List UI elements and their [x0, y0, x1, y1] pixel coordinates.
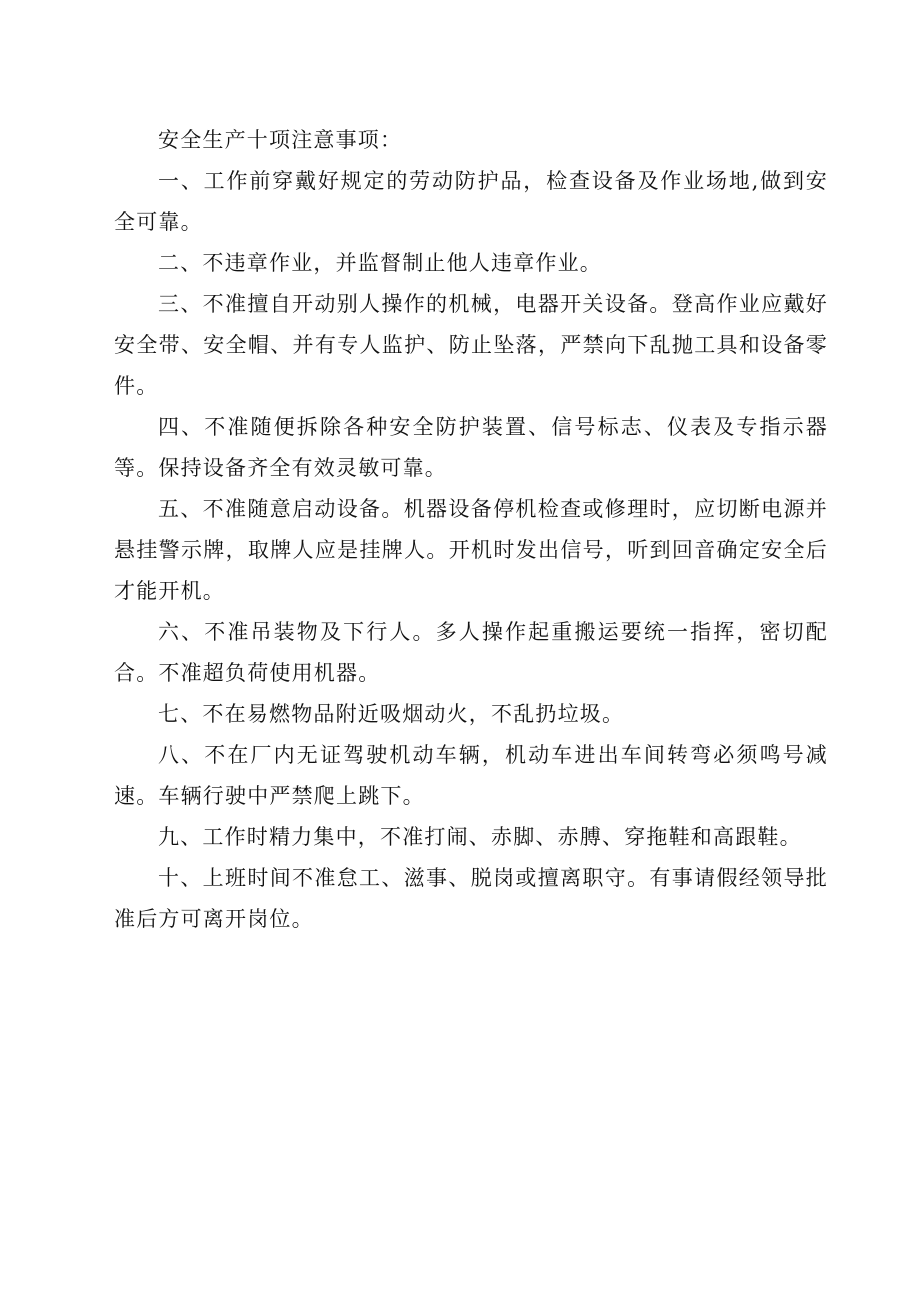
rule-item-5: 五、不准随意启动设备。机器设备停机检查或修理时，应切断电源并悬挂警示牌，取牌人应是挂牌人。开机时发出信号，听到回音确定安全后才能开机。 — [114, 497, 828, 603]
rule-item-10: 十、上班时间不准怠工、滋事、脱岗或擅离职守。有事请假经领导批准后方可离开岗位。 — [114, 866, 828, 931]
rule-item-9: 九、工作时精力集中，不准打闹、赤脚、赤膊、穿拖鞋和高跟鞋。 — [158, 825, 802, 849]
rule-item-7: 七、不在易燃物品附近吸烟动火，不乱扔垃圾。 — [158, 702, 625, 726]
rule-item-2: 二、不违章作业，并监督制止他人违章作业。 — [158, 251, 602, 275]
rule-item-3: 三、不准擅自开动别人操作的机械，电器开关设备。登高作业应戴好安全带、安全帽、并有专人监护、防止坠落，严禁向下乱抛工具和设备零件。 — [114, 292, 828, 398]
document-body — [114, 120, 828, 940]
rule-item-6: 六、不准吊装物及下行人。多人操作起重搬运要统一指挥，密切配合。不准超负荷使用机器。 — [114, 620, 828, 685]
rule-item-1: 一、工作前穿戴好规定的劳动防护品，检查设备及作业场地,做到安全可靠。 — [114, 169, 828, 234]
document-heading: 安全生产十项注意事项： — [158, 128, 403, 152]
rule-item-8: 八、不在厂内无证驾驶机动车辆，机动车进出车间转弯必须鸣号减速。车辆行驶中严禁爬上跳下。 — [114, 743, 828, 808]
rule-item-4: 四、不准随便拆除各种安全防护装置、信号标志、仪表及专指示器等。保持设备齐全有效灵敏可靠。 — [114, 415, 828, 480]
